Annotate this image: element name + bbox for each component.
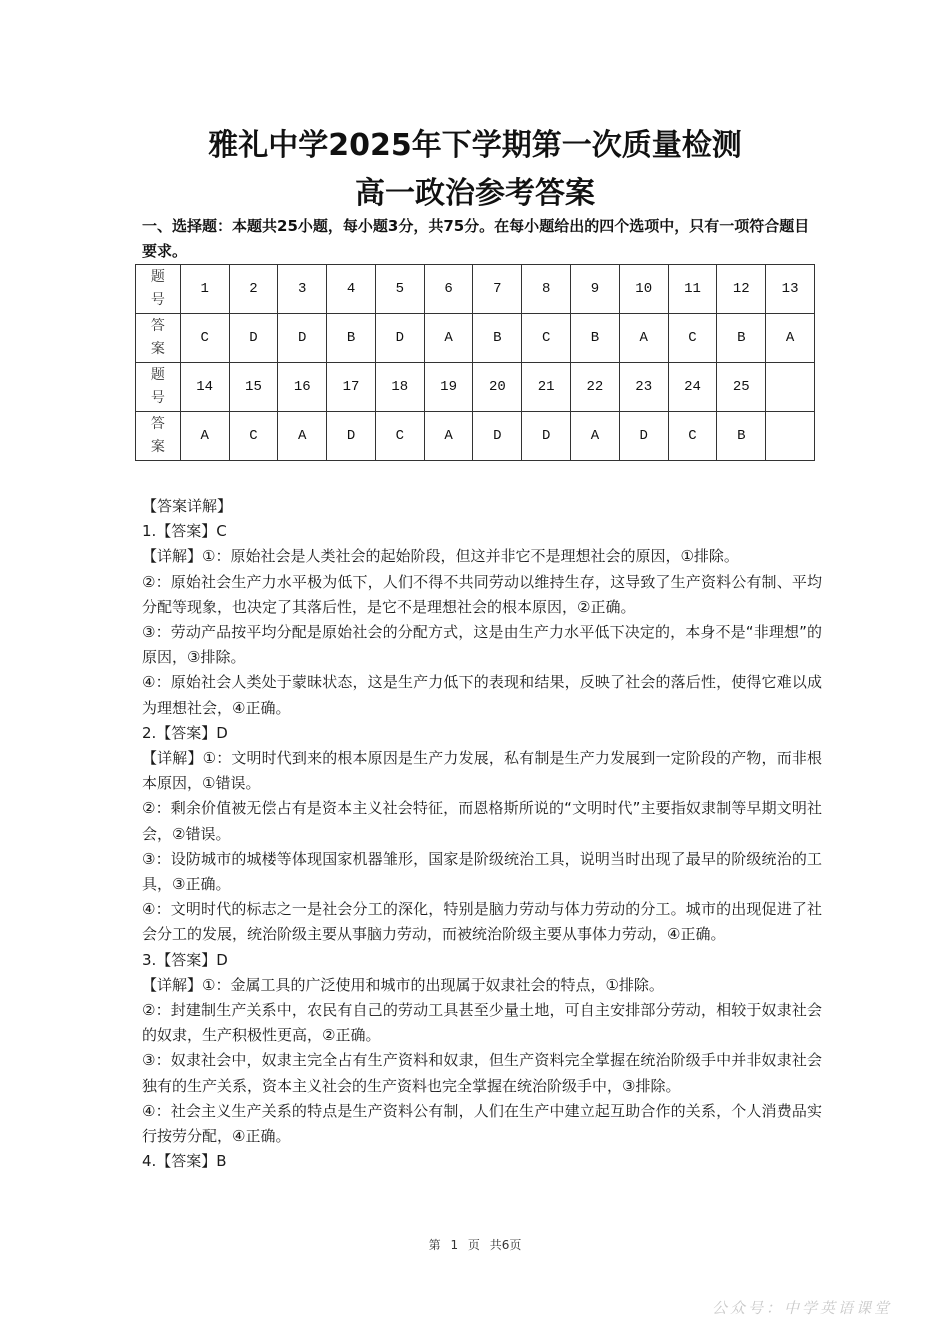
answer-cell: C <box>180 314 229 363</box>
explanation-paragraph: 【详解】①：金属工具的广泛使用和城市的出现属于奴隶社会的特点，①排除。 <box>142 975 664 994</box>
answer-cell: C <box>229 412 278 461</box>
answer-row <box>136 314 815 363</box>
explanation-paragraph: ④：社会主义生产关系的特点是生产资料公有制，人们在生产中建立起互助合作的关系，个人消费品实行按劳分配，④正确。 <box>142 1101 822 1146</box>
explanation-paragraph: ③：奴隶社会中，奴隶主完全占有生产资料和奴隶，但生产资料完全掌握在统治阶级手中并非奴隶社会独有的生产关系，资本主义社会的生产资料也完全掌握在统治阶级手中，③排除。 <box>142 1051 822 1095</box>
answer-cell: D <box>473 412 522 461</box>
explanation-paragraph: ③：劳动产品按平均分配是原始社会的分配方式，这是由生产力水平低下决定的，本身不是“非理想”的原因，③排除。 <box>142 623 822 667</box>
explanation-paragraph: ④：原始社会人类处于蒙昧状态，这是生产力低下的表现和结果，反映了社会的落后性，使得它难以成为理想社会，④正确。 <box>142 673 822 717</box>
explanations-heading: 【答案详解】 <box>142 497 233 515</box>
question-number-cell: 8 <box>522 265 571 314</box>
answer-cell: C <box>668 314 717 363</box>
answer-cell: A <box>180 412 229 461</box>
explanation-paragraph: 【详解】①：文明时代到来的根本原因是生产力发展，私有制是生产力发展到一定阶段的产物，而非根本原因，①错误。 <box>142 749 822 793</box>
answer-cell: D <box>278 314 327 363</box>
question-number-cell: 15 <box>229 363 278 412</box>
answer-cell: D <box>229 314 278 363</box>
answer-cell: B <box>717 314 766 363</box>
question-number-cell: 19 <box>424 363 473 412</box>
answer-line: 1.【答案】C <box>142 522 227 541</box>
question-number-cell: 13 <box>766 265 815 314</box>
question-number-cell <box>766 363 815 412</box>
answer-label: 答 案 <box>136 314 181 363</box>
section-intro: 一、选择题：本题共25小题，每小题3分，共75分。在每小题给出的四个选项中，只有一项符合题目要求。 <box>142 217 810 260</box>
answer-cell: D <box>327 412 376 461</box>
explanations <box>142 494 822 1174</box>
question-number-cell: 9 <box>571 265 620 314</box>
answer-label: 答 案 <box>136 412 181 461</box>
answer-cell: B <box>473 314 522 363</box>
answer-cell: A <box>766 314 815 363</box>
answer-cell: A <box>424 412 473 461</box>
answer-cell: C <box>375 412 424 461</box>
question-number-cell: 17 <box>327 363 376 412</box>
answer-cell: D <box>375 314 424 363</box>
answer-line: 3.【答案】D <box>142 950 228 969</box>
answer-cell: B <box>717 412 766 461</box>
question-number-row <box>136 265 815 314</box>
explanation-paragraph: ②：剩余价值被无偿占有是资本主义社会特征，而恩格斯所说的“文明时代”主要指奴隶制等早期文明社会，②错误。 <box>142 799 822 843</box>
document-subtitle: 高一政治参考答案 <box>355 176 595 211</box>
question-number-cell: 23 <box>619 363 668 412</box>
answer-cell: A <box>619 314 668 363</box>
answer-table <box>135 264 815 461</box>
question-number-cell: 20 <box>473 363 522 412</box>
question-label: 题 号 <box>136 363 181 412</box>
question-number-cell: 22 <box>571 363 620 412</box>
question-label: 题 号 <box>136 265 181 314</box>
explanation-paragraph: ②：封建制生产关系中，农民有自己的劳动工具甚至少量土地，可自主安排部分劳动，相较于奴隶社会的奴隶，生产积极性更高，②正确。 <box>142 1001 822 1045</box>
answer-cell: A <box>424 314 473 363</box>
page-number: 第 1 页 共6页 <box>428 1238 522 1252</box>
question-number-cell: 18 <box>375 363 424 412</box>
question-number-cell: 6 <box>424 265 473 314</box>
question-number-cell: 16 <box>278 363 327 412</box>
explanation-paragraph: ③：设防城市的城楼等体现国家机器雏形，国家是阶级统治工具，说明当时出现了最早的阶级统治的工具，③正确。 <box>142 849 822 894</box>
question-number-cell: 2 <box>229 265 278 314</box>
answer-cell: B <box>327 314 376 363</box>
explanation-paragraph: ④：文明时代的标志之一是社会分工的深化，特别是脑力劳动与体力劳动的分工。城市的出现促进了社会分工的发展，统治阶级主要从事脑力劳动，而被统治阶级主要从事体力劳动，④正确。 <box>142 900 822 944</box>
answer-cell: B <box>571 314 620 363</box>
answer-cell: D <box>522 412 571 461</box>
explanation-paragraph: ②：原始社会生产力水平极为低下，人们不得不共同劳动以维持生存，这导致了生产资料公有制、平均分配等现象，也决定了其落后性，是它不是理想社会的根本原因，②正确。 <box>142 572 822 616</box>
answer-cell: C <box>522 314 571 363</box>
question-number-cell: 3 <box>278 265 327 314</box>
question-number-cell: 10 <box>619 265 668 314</box>
question-number-cell: 1 <box>180 265 229 314</box>
answer-row <box>136 412 815 461</box>
question-number-cell: 7 <box>473 265 522 314</box>
question-number-cell: 14 <box>180 363 229 412</box>
question-number-row <box>136 363 815 412</box>
answer-cell <box>766 412 815 461</box>
question-number-cell: 24 <box>668 363 717 412</box>
question-number-cell: 25 <box>717 363 766 412</box>
answer-line: 4.【答案】B <box>142 1152 227 1171</box>
answer-cell: C <box>668 412 717 461</box>
question-number-cell: 12 <box>717 265 766 314</box>
question-number-cell: 21 <box>522 363 571 412</box>
document-title: 雅礼中学2025年下学期第一次质量检测 <box>208 128 742 163</box>
question-number-cell: 4 <box>327 265 376 314</box>
explanation-paragraph: 【详解】①：原始社会是人类社会的起始阶段，但这并非它不是理想社会的原因，①排除。 <box>142 547 739 566</box>
answer-line: 2.【答案】D <box>142 723 228 742</box>
question-number-cell: 11 <box>668 265 717 314</box>
watermark: 公众号：中学英语课堂 <box>712 1299 893 1317</box>
question-number-cell: 5 <box>375 265 424 314</box>
answer-cell: A <box>571 412 620 461</box>
answer-cell: A <box>278 412 327 461</box>
answer-cell: D <box>619 412 668 461</box>
